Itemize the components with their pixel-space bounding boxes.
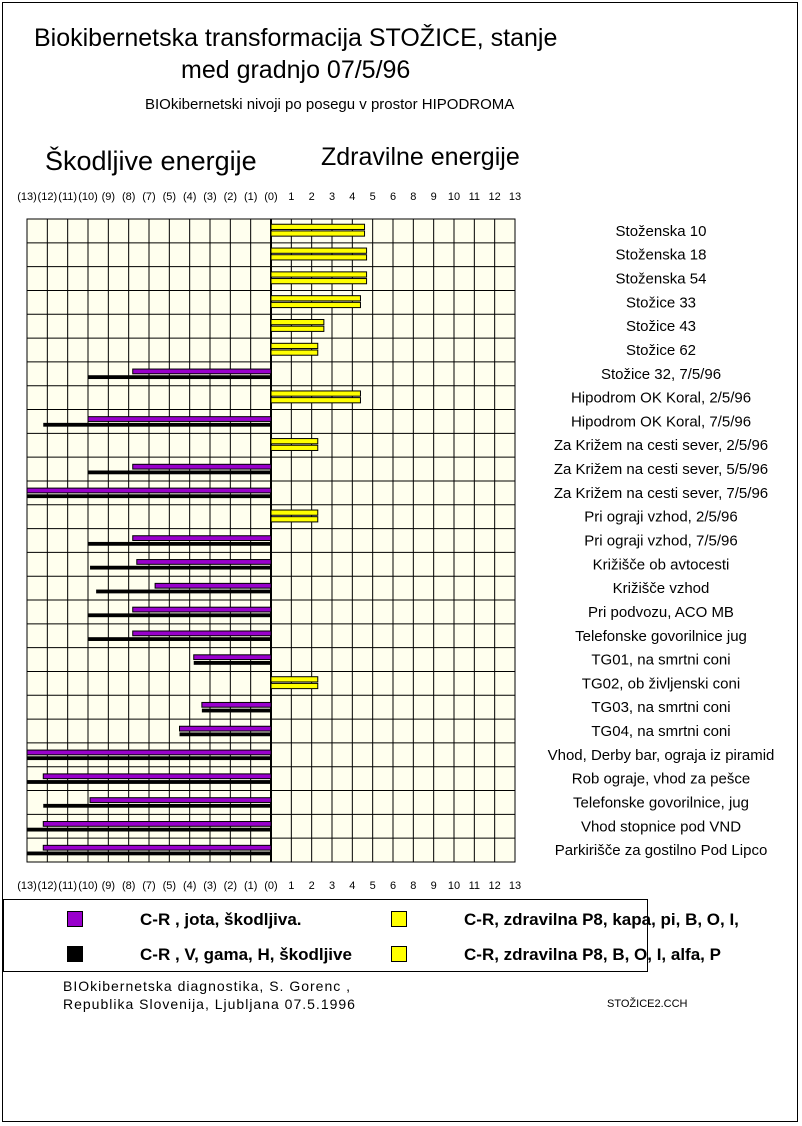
bar-healing-yellow-1 bbox=[271, 510, 318, 515]
bar-harmful-black bbox=[27, 756, 271, 760]
category-label: Vhod stopnice pod VND bbox=[580, 818, 742, 836]
category-label: Parkirišče za gostilno Pod Lipco bbox=[554, 842, 768, 860]
category-label: Križišče ob avtocesti bbox=[592, 556, 730, 574]
x-tick-label-top: (9) bbox=[101, 191, 116, 203]
footer-location-date: Republika Slovenija, Ljubljana 07.5.1996 bbox=[63, 996, 356, 1012]
bar-harmful-purple bbox=[133, 464, 271, 469]
bar-harmful-black bbox=[43, 423, 271, 427]
bar-harmful-black bbox=[96, 590, 271, 594]
x-tick-label-top: 6 bbox=[389, 191, 397, 203]
category-label: TG03, na smrtni coni bbox=[591, 699, 731, 717]
x-tick-label-bottom: (5) bbox=[162, 880, 177, 892]
category-label: Za Križem na cesti sever, 5/5/96 bbox=[553, 461, 769, 479]
bar-healing-yellow-2 bbox=[271, 255, 367, 260]
x-tick-label-top: (0) bbox=[264, 191, 278, 203]
category-label: Vhod, Derby bar, ograja iz piramid bbox=[547, 746, 775, 764]
bar-healing-yellow-2 bbox=[271, 517, 318, 522]
bar-healing-yellow-2 bbox=[271, 326, 324, 331]
x-tick-label-bottom: 10 bbox=[447, 880, 461, 892]
x-tick-label-bottom: 5 bbox=[369, 880, 376, 892]
bar-harmful-purple bbox=[202, 702, 271, 707]
x-tick-label-top: 4 bbox=[349, 191, 356, 203]
x-tick-label-bottom: 11 bbox=[468, 880, 481, 892]
x-tick-label-top: 12 bbox=[488, 191, 501, 203]
legend-swatch-yellow-1 bbox=[391, 911, 407, 927]
category-label: Stoženska 18 bbox=[615, 246, 707, 264]
legend-swatch-black bbox=[67, 946, 83, 962]
x-tick-label-top: (3) bbox=[203, 191, 217, 203]
category-label: Stoženska 54 bbox=[615, 270, 707, 288]
bar-healing-yellow-1 bbox=[271, 272, 367, 277]
x-tick-label-top: (10) bbox=[78, 191, 98, 203]
category-label: Križišče vzhod bbox=[612, 580, 710, 598]
category-label: Stožice 32, 7/5/96 bbox=[600, 365, 722, 383]
bar-healing-yellow-1 bbox=[271, 224, 365, 229]
bar-harmful-black bbox=[27, 852, 271, 856]
x-tick-label-bottom: (3) bbox=[203, 880, 217, 892]
legend-swatch-yellow-2 bbox=[391, 946, 407, 962]
bar-healing-yellow-2 bbox=[271, 231, 365, 236]
x-tick-label-top: 11 bbox=[468, 191, 481, 203]
x-tick-label-bottom: 13 bbox=[508, 880, 522, 892]
x-tick-label-bottom: 1 bbox=[288, 880, 295, 892]
bar-healing-yellow-1 bbox=[271, 296, 360, 301]
x-tick-label-bottom: (0) bbox=[264, 880, 278, 892]
bar-harmful-purple bbox=[180, 726, 272, 731]
x-tick-label-bottom: (1) bbox=[243, 880, 258, 892]
x-tick-label-bottom: 9 bbox=[430, 880, 437, 892]
bar-harmful-black bbox=[194, 661, 271, 665]
x-tick-label-bottom: 12 bbox=[488, 880, 501, 892]
x-tick-label-top: 5 bbox=[369, 191, 376, 203]
category-label: TG02, ob življenski coni bbox=[581, 675, 741, 693]
x-tick-label-top: (2) bbox=[223, 191, 238, 203]
harmful-energies-heading: Škodljive energije bbox=[45, 146, 257, 176]
bar-healing-yellow-1 bbox=[271, 343, 318, 348]
bar-healing-yellow-1 bbox=[271, 248, 367, 253]
x-tick-label-bottom: (13) bbox=[17, 880, 37, 892]
bar-harmful-purple bbox=[88, 417, 271, 422]
bar-harmful-purple bbox=[133, 631, 271, 636]
bar-harmful-purple bbox=[133, 536, 271, 541]
x-tick-label-top: (5) bbox=[162, 191, 177, 203]
bar-healing-yellow-1 bbox=[271, 319, 324, 324]
bar-harmful-purple bbox=[194, 655, 271, 660]
bar-healing-yellow-2 bbox=[271, 279, 367, 284]
bar-harmful-black bbox=[202, 709, 271, 713]
x-tick-label-bottom: (11) bbox=[58, 880, 78, 892]
x-tick-label-bottom: (7) bbox=[142, 880, 156, 892]
category-label: Za Križem na cesti sever, 7/5/96 bbox=[553, 484, 769, 502]
category-label: Stoženska 10 bbox=[615, 222, 707, 240]
bar-harmful-black bbox=[88, 613, 271, 617]
category-label: Telefonske govorilnice, jug bbox=[573, 794, 749, 812]
legend-label-zdravilna-1: C-R, zdravilna P8, kapa, pi, B, O, I, bbox=[464, 910, 739, 929]
category-label: Pri ograji vzhod, 2/5/96 bbox=[584, 508, 738, 526]
category-label: Hipodrom OK Koral, 7/5/96 bbox=[570, 413, 752, 431]
x-tick-label-bottom: 3 bbox=[328, 880, 336, 892]
category-label: Telefonske govorilnice jug bbox=[575, 627, 747, 645]
x-tick-label-bottom: (12) bbox=[37, 880, 58, 892]
x-tick-label-top: (12) bbox=[37, 191, 58, 203]
x-tick-label-top: (13) bbox=[17, 191, 37, 203]
x-tick-label-bottom: 6 bbox=[389, 880, 397, 892]
chart-title-line1: Biokibernetska transformacija STOŽICE, stanje bbox=[34, 24, 558, 52]
x-tick-label-top: 10 bbox=[447, 191, 461, 203]
x-tick-label-top: (11) bbox=[58, 191, 78, 203]
x-tick-label-bottom: 8 bbox=[410, 880, 417, 892]
category-label: Za Križem na cesti sever, 2/5/96 bbox=[553, 437, 769, 455]
bar-healing-yellow-1 bbox=[271, 391, 360, 396]
category-label: TG01, na smrtni coni bbox=[591, 651, 731, 669]
x-tick-label-bottom: 4 bbox=[349, 880, 356, 892]
x-tick-label-top: 9 bbox=[430, 191, 437, 203]
bar-harmful-black bbox=[43, 804, 271, 808]
x-tick-label-top: 3 bbox=[328, 191, 336, 203]
category-label: Pri ograji vzhod, 7/5/96 bbox=[584, 532, 738, 550]
x-tick-label-top: 13 bbox=[508, 191, 522, 203]
bar-harmful-purple bbox=[27, 750, 271, 755]
bar-healing-yellow-1 bbox=[271, 677, 318, 682]
healing-energies-heading: Zdravilne energije bbox=[321, 143, 520, 171]
x-tick-label-bottom: (2) bbox=[223, 880, 238, 892]
x-tick-label-bottom: (8) bbox=[121, 880, 136, 892]
bar-harmful-black bbox=[90, 566, 271, 570]
bar-harmful-purple bbox=[43, 774, 271, 779]
category-label: Stožice 62 bbox=[625, 341, 697, 359]
x-tick-label-top: 8 bbox=[410, 191, 417, 203]
category-label: Hipodrom OK Koral, 2/5/96 bbox=[570, 389, 752, 407]
x-tick-label-top: 1 bbox=[288, 191, 295, 203]
bar-harmful-black bbox=[180, 732, 272, 736]
x-tick-label-top: 2 bbox=[308, 191, 315, 203]
bar-harmful-black bbox=[27, 828, 271, 832]
category-label: Stožice 43 bbox=[625, 318, 697, 336]
legend-label-gama: C-R , V, gama, H, škodljive bbox=[140, 945, 352, 964]
bar-harmful-black bbox=[27, 780, 271, 784]
bar-harmful-purple bbox=[155, 583, 271, 588]
file-reference: STOŽICE2.CCH bbox=[607, 998, 688, 1010]
bar-healing-yellow-1 bbox=[271, 439, 318, 444]
chart-legend bbox=[3, 899, 739, 972]
chart-subtitle: BIOkibernetski nivoji po posegu v prostor HIPODROMA bbox=[145, 96, 515, 113]
bar-harmful-black bbox=[27, 494, 271, 498]
x-tick-label-bottom: 2 bbox=[308, 880, 315, 892]
bar-healing-yellow-2 bbox=[271, 683, 318, 688]
chart-title-line2: med gradnjo 07/5/96 bbox=[181, 56, 411, 84]
bar-harmful-purple bbox=[27, 488, 271, 493]
bar-harmful-purple bbox=[43, 845, 271, 850]
category-label: Pri podvozu, ACO MB bbox=[588, 603, 734, 621]
x-tick-label-bottom: (10) bbox=[78, 880, 98, 892]
bar-harmful-black bbox=[88, 637, 271, 641]
bar-harmful-black bbox=[88, 375, 271, 379]
bar-harmful-purple bbox=[133, 607, 271, 612]
x-tick-label-bottom: (9) bbox=[101, 880, 116, 892]
bar-harmful-purple bbox=[43, 822, 271, 827]
bar-harmful-purple bbox=[137, 560, 271, 565]
bar-healing-yellow-2 bbox=[271, 302, 360, 307]
bar-healing-yellow-2 bbox=[271, 398, 360, 403]
bar-harmful-black bbox=[88, 542, 271, 546]
x-tick-label-bottom: (4) bbox=[182, 880, 197, 892]
bar-healing-yellow-2 bbox=[271, 445, 318, 450]
category-label: Rob ograje, vhod za pešce bbox=[571, 770, 751, 788]
footer-author: BIOkibernetska diagnostika, S. Gorenc , bbox=[63, 978, 352, 994]
x-tick-label-top: (1) bbox=[243, 191, 258, 203]
legend-label-jota: C-R , jota, škodljiva. bbox=[140, 910, 302, 929]
bar-harmful-purple bbox=[90, 798, 271, 803]
category-label: Stožice 33 bbox=[625, 294, 697, 312]
bar-harmful-purple bbox=[133, 369, 271, 374]
x-tick-label-top: (8) bbox=[121, 191, 136, 203]
bar-harmful-black bbox=[88, 470, 271, 474]
legend-label-zdravilna-2: C-R, zdravilna P8, B, O, I, alfa, P bbox=[464, 945, 721, 964]
bar-healing-yellow-2 bbox=[271, 350, 318, 355]
x-tick-label-top: (7) bbox=[142, 191, 156, 203]
category-label: TG04, na smrtni coni bbox=[591, 723, 731, 741]
x-tick-label-top: (4) bbox=[182, 191, 197, 203]
legend-swatch-purple bbox=[67, 911, 83, 927]
